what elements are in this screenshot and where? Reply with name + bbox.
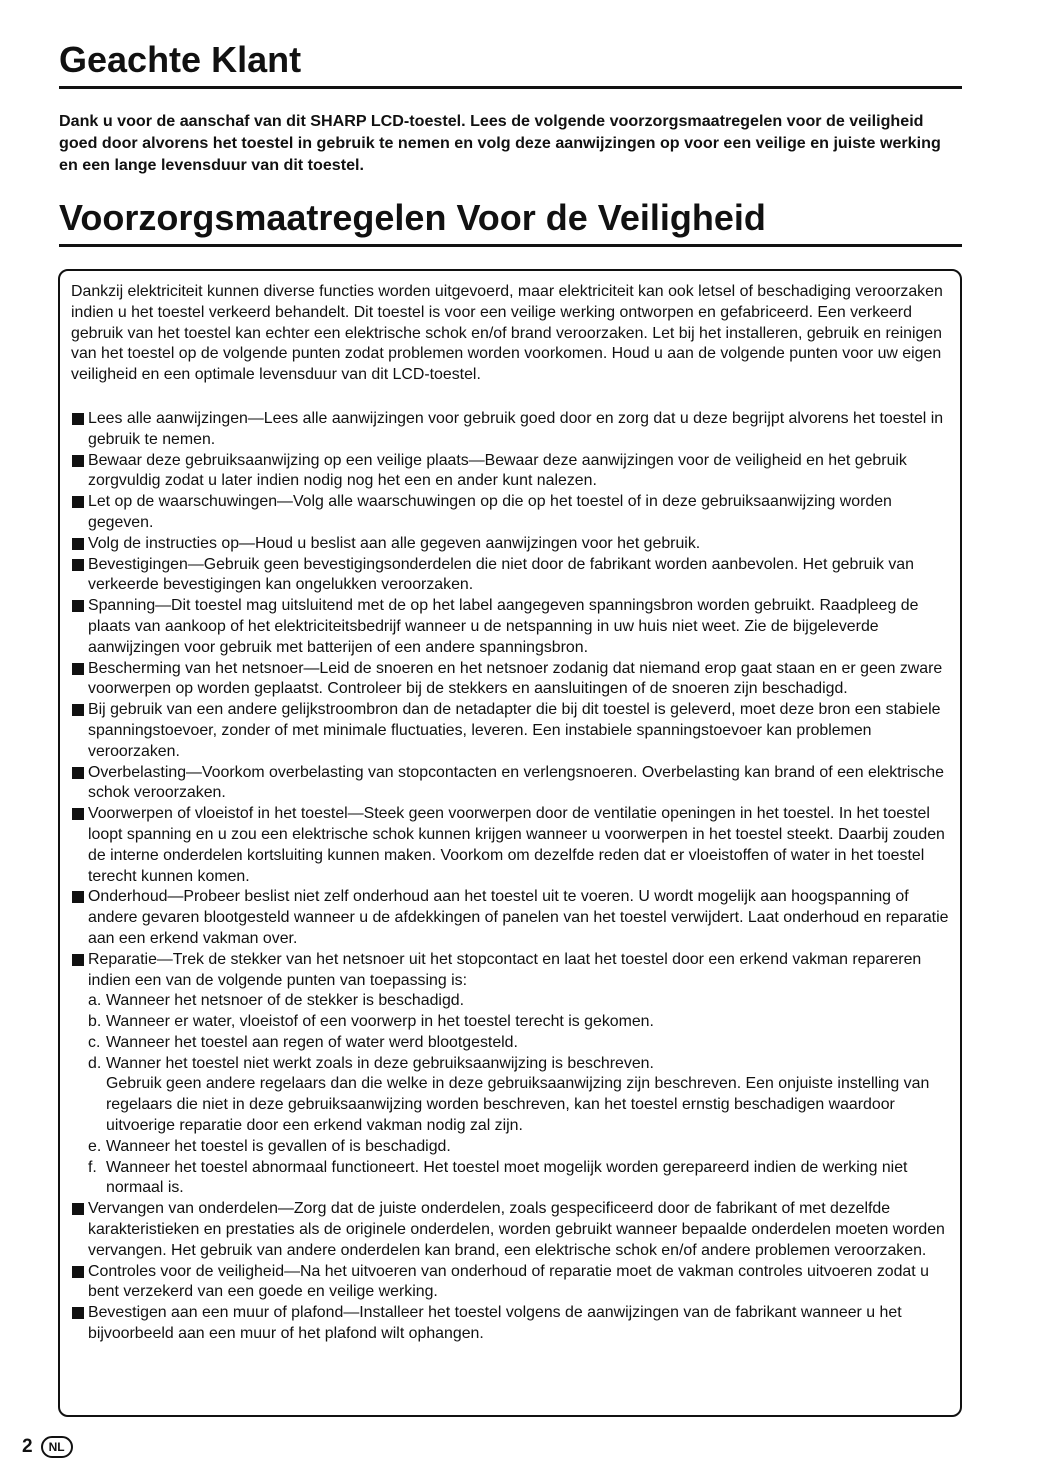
bullet-square-icon xyxy=(72,891,84,903)
repair-condition-text: Wanneer er water, vloeistof of een voorwerp in het toestel terecht is gekomen. xyxy=(106,1013,654,1031)
language-badge: NL xyxy=(41,1436,73,1458)
safety-item-text: Volg de instructies op—Houd u beslist aan alle gegeven aanwijzingen voor het gebruik. xyxy=(88,534,701,552)
safety-item xyxy=(71,763,950,805)
safety-item xyxy=(71,659,950,701)
bullet-square-icon xyxy=(72,559,84,571)
repair-condition-text: Wanneer het toestel is gevallen of is beschadigd. xyxy=(106,1137,451,1155)
repair-condition-note: Gebruik geen andere regelaars dan die welke in deze gebruiksaanwijzing zijn beschreven. Een onjuiste instelling van regelaars die niet in deze gebruiksaanwijzing worden beschreven, kan het toestel ernstig beschadigen waardoor uitvoerige reparatie door een erkend vakman nodig zal zijn. xyxy=(106,1075,930,1135)
bullet-square-icon xyxy=(72,808,84,820)
safety-item-text: Bevestigingen—Gebruik geen bevestigingsonderdelen die niet door de fabrikant worden aanbevolen. Het gebruik van verkeerde bevestigingen kan ongelukken veroorzaken. xyxy=(88,555,914,594)
safety-item xyxy=(71,1262,950,1304)
repair-condition-label: c. xyxy=(88,1033,101,1051)
safety-item-text: Bescherming van het netsnoer—Leid de snoeren en het netsnoer zodanig dat niemand erop gaat staan en er geen zware voorwerpen op worden geplaatst. Controleer bij de stekkers en aansluitingen of de snoeren zijn beschadigd. xyxy=(88,659,943,698)
bullet-square-icon xyxy=(72,704,84,716)
repair-condition-label: b. xyxy=(88,1013,102,1031)
repair-condition-label: a. xyxy=(88,992,102,1010)
safety-item-text: Reparatie—Trek de stekker van het netsnoer uit het stopcontact en laat het toestel door een erkend vakman repareren indien een van de volgende punten van toepassing is: xyxy=(88,950,922,989)
page-number: 2 xyxy=(22,1436,33,1457)
safety-item-text: Onderhoud—Probeer beslist niet zelf onderhoud aan het toestel uit te voeren. U wordt mogelijk aan hoogspanning of andere gevaren blootgesteld wanneer u de afdekkingen of panelen van het toestel verwijdert. Laat onderhoud en reparatie aan een erkend vakman over. xyxy=(88,888,949,947)
safety-item-text: Bevestigen aan een muur of plafond—Installeer het toestel volgens de aanwijzingen van de fabrikant wanneer u het bijvoorbeeld aan een muur of het plafond wilt ophangen. xyxy=(88,1304,902,1343)
bullet-square-icon xyxy=(72,1203,84,1215)
repair-condition-text: Wanneer het toestel abnormaal functioneert. Het toestel moet mogelijk worden gerepareerd indien de werking niet normaal is. xyxy=(106,1158,908,1197)
bullet-square-icon xyxy=(72,1307,84,1319)
safety-item-text: Spanning—Dit toestel mag uitsluitend met de op het label aangegeven spanningsbron worden gebruikt. Raadpleeg de plaats van aankoop of het elektriciteitsbedrijf wanneer u de netspanning in uw huis niet weet. Zie de bijgeleverde aanwijzingen voor gebruik met batterijen of een andere spanningsbron. xyxy=(88,597,919,656)
intro-paragraph: Dank u voor de aanschaf van dit SHARP LCD-toestel. Lees de volgende voorzorgsmaatregelen voor de veiligheid goed door alvorens het toestel in gebruik te nemen en volg deze aanwijzingen op voor een veilige en juiste werking en een lange levensduur van dit toestel. xyxy=(59,112,941,174)
bullet-square-icon xyxy=(72,496,84,508)
bullet-square-icon xyxy=(72,954,84,966)
safety-item xyxy=(71,700,950,762)
safety-item-text: Controles voor de veiligheid—Na het uitvoeren van onderhoud of reparatie moet de vakman controles uitvoeren zodat u bent verzekerd van een goede en veilige werking. xyxy=(88,1262,929,1301)
safety-item-text: Voorwerpen of vloeistof in het toestel—Steek geen voorwerpen door de ventilatie openingen in het toestel. In het toestel loopt spanning en u zou een elektrische schok kunnen krijgen wanneer u voorwerpen in het toestel steekt. Daarbij zouden de interne onderdelen kortsluiting kunnen maken. Voorkom om dezelfde reden dat er vloeistoffen of water in het toestel terecht kunnen komen. xyxy=(88,805,945,885)
safety-item xyxy=(71,451,950,493)
safety-item xyxy=(71,555,950,597)
safety-lead-paragraph: Dankzij elektriciteit kunnen diverse functies worden uitgevoerd, maar elektriciteit kan ook letsel of beschadiging veroorzaken indien u het toestel verkeerd behandelt. Dit toestel is voor een veilige werking ontworpen en gefabriceerd. Een verkeerd gebruik van het toestel kan echter een elektrische schok en/of brand veroorzaken. Let bij het installeren, gebruik en reinigen van het toestel op de volgende punten zodat problemen worden voorkomen. Houd u aan de volgende punten voor uw eigen veiligheid en een optimale levensduur van dit LCD-toestel. xyxy=(71,283,943,384)
safety-item xyxy=(71,887,950,949)
repair-condition-text: Wanner het toestel niet werkt zoals in deze gebruiksaanwijzing is beschreven. xyxy=(106,1054,654,1072)
safety-item xyxy=(71,409,950,451)
safety-item-text: Let op de waarschuwingen—Volg alle waarschuwingen op die op het toestel of in deze gebruiksaanwijzing worden gegeven. xyxy=(88,493,892,531)
safety-item xyxy=(71,534,950,555)
repair-condition xyxy=(71,1137,950,1158)
safety-item xyxy=(71,950,950,992)
safety-item-text: Overbelasting—Voorkom overbelasting van stopcontacten en verlengsnoeren. Overbelasting kan brand of een elektrische schok veroorzaken. xyxy=(88,763,944,802)
repair-condition-label: f. xyxy=(88,1158,97,1176)
safety-item-text: Vervangen van onderdelen—Zorg dat de juiste onderdelen, zoals gespecificeerd door de fabrikant of met dezelfde karakteristieken en prestaties als de originele onderdelen, worden gebruikt wanneer bepaalde onderdelen moeten worden vervangen. Het gebruik van andere onderdelen kan brand, een elektrische schok en/of andere problemen veroorzaken. xyxy=(88,1200,945,1259)
bullet-square-icon xyxy=(72,600,84,612)
bullet-square-icon xyxy=(72,767,84,779)
repair-condition xyxy=(71,1054,950,1075)
bullet-square-icon xyxy=(72,413,84,425)
bullet-square-icon xyxy=(72,1266,84,1278)
safety-box xyxy=(58,269,962,1417)
bullet-square-icon xyxy=(72,663,84,675)
page-title: Geachte Klant xyxy=(59,40,962,89)
section-title: Voorzorgsmaatregelen Voor de Veiligheid xyxy=(59,198,962,247)
repair-condition xyxy=(71,991,950,1012)
repair-condition xyxy=(71,1012,950,1033)
repair-condition-text: Wanneer het toestel aan regen of water werd blootgesteld. xyxy=(106,1033,518,1051)
safety-item xyxy=(71,1303,950,1345)
repair-condition xyxy=(71,1158,950,1200)
page-footer xyxy=(22,1434,73,1460)
safety-item xyxy=(71,492,950,534)
safety-item-text: Bewaar deze gebruiksaanwijzing op een veilige plaats—Bewaar deze aanwijzingen voor de veiligheid en het gebruik zorgvuldig zodat u later indien nodig nog het een en ander kunt nalezen. xyxy=(88,451,907,490)
safety-item xyxy=(71,1199,950,1261)
bullet-square-icon xyxy=(72,538,84,550)
repair-condition-label: d. xyxy=(88,1054,102,1072)
bullet-square-icon xyxy=(72,455,84,467)
repair-condition-text: Wanneer het netsnoer of de stekker is beschadigd. xyxy=(106,992,465,1010)
safety-item-text: Lees alle aanwijzingen—Lees alle aanwijzingen voor gebruik goed door en zorg dat u deze begrijpt alvorens het toestel in gebruik te nemen. xyxy=(88,409,944,448)
repair-condition-label: e. xyxy=(88,1137,102,1155)
repair-condition xyxy=(71,1033,950,1054)
safety-item xyxy=(71,804,950,887)
safety-item-text: Bij gebruik van een andere gelijkstroombron dan de netadapter die bij dit toestel is geleverd, moet deze bron een stabiele spanningstoevoer, zonder of met minimale fluctuaties, leveren. Een instabiele spanningstoevoer kan problemen veroorzaken. xyxy=(88,701,941,760)
safety-item xyxy=(71,596,950,658)
